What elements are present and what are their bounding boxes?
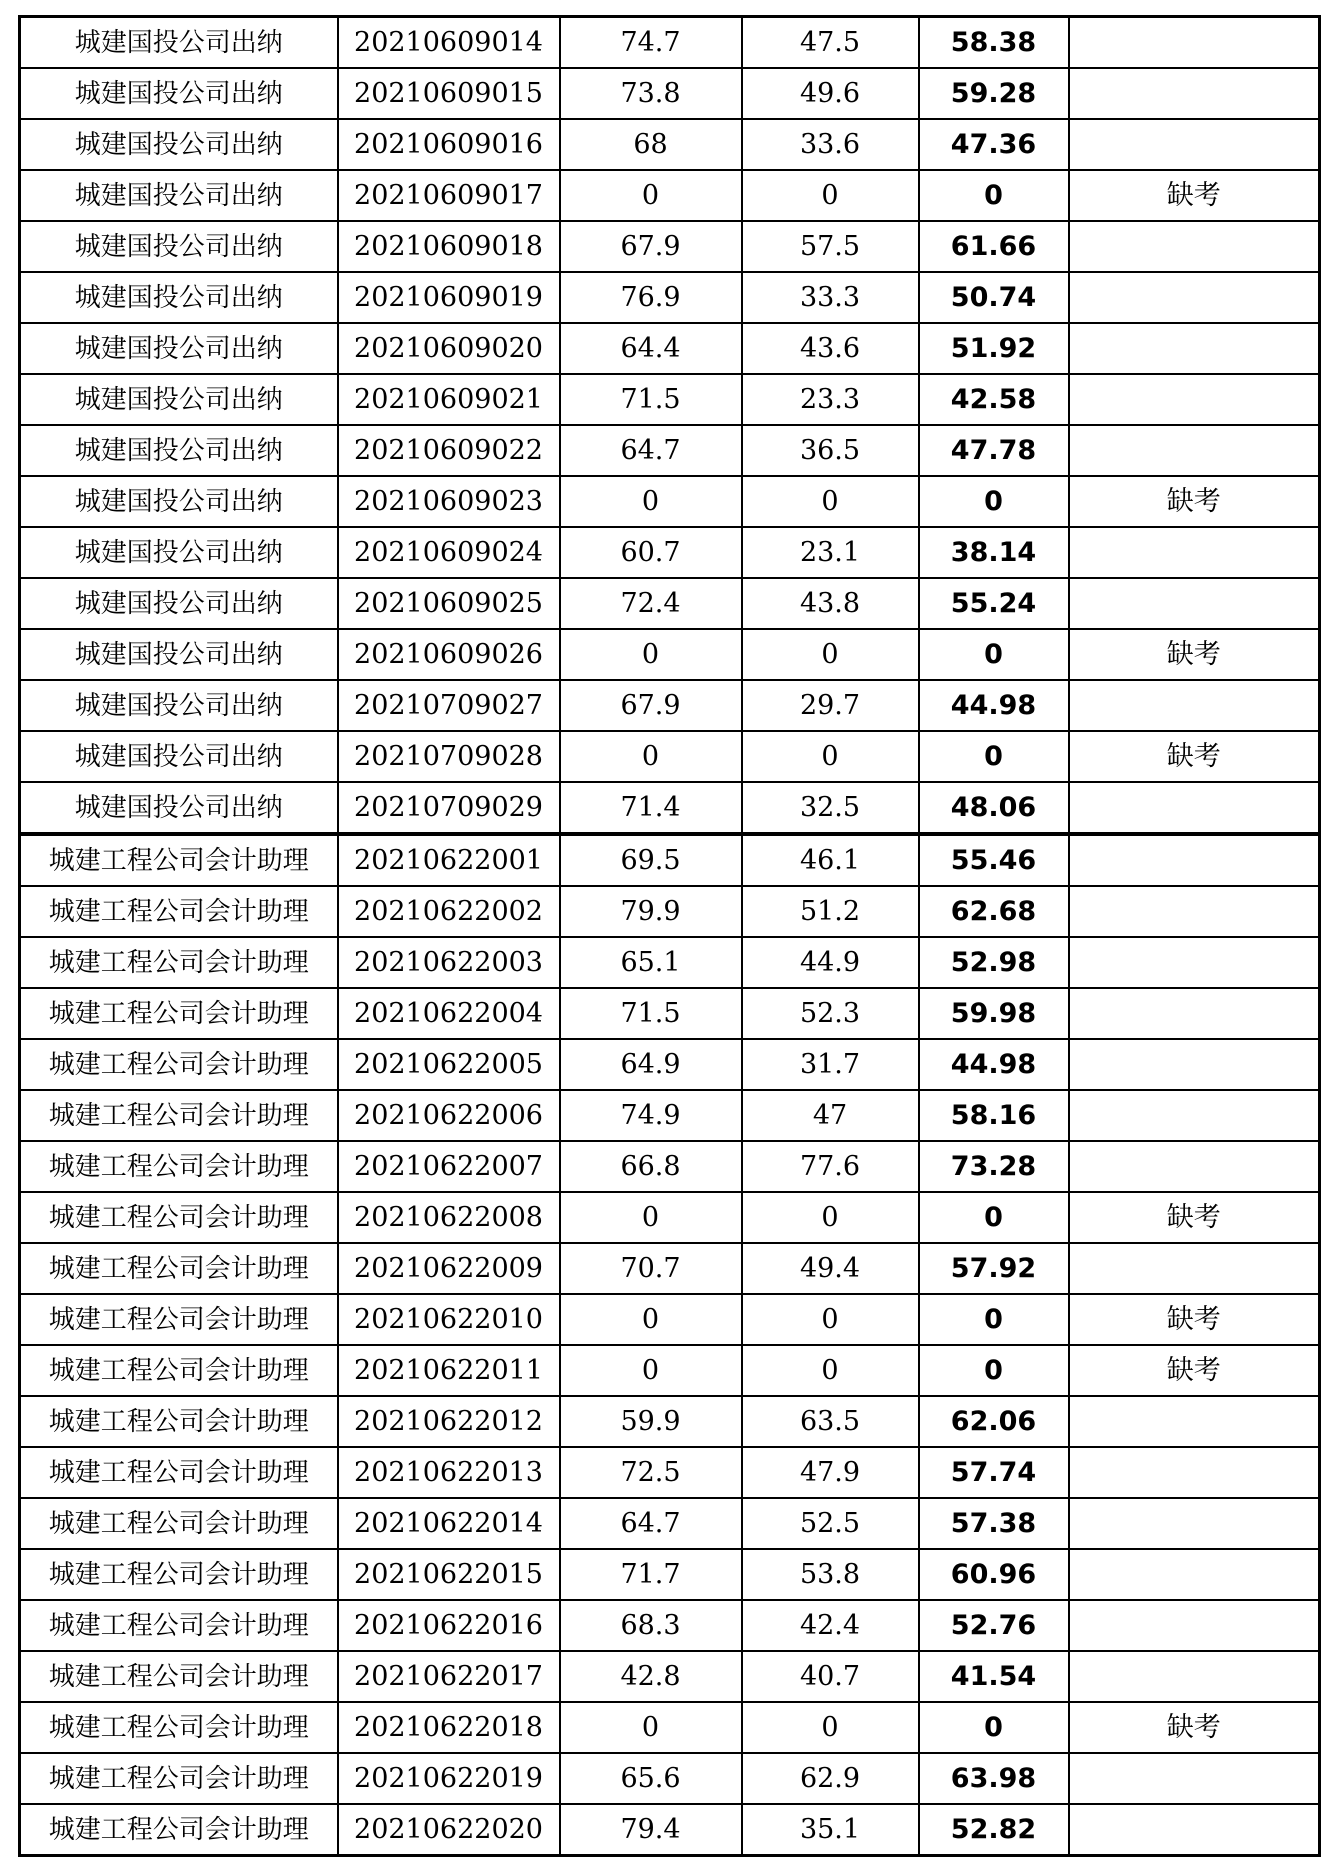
remark-cell xyxy=(1069,834,1320,886)
interview-score-cell: 52.3 xyxy=(742,988,919,1039)
ticket-number-cell: 20210622016 xyxy=(338,1600,560,1651)
total-score-cell: 44.98 xyxy=(919,680,1069,731)
remark-cell xyxy=(1069,782,1320,834)
table-row xyxy=(20,1753,1320,1804)
ticket-number-cell: 20210609019 xyxy=(338,272,560,323)
total-score-cell: 57.74 xyxy=(919,1447,1069,1498)
written-score-cell: 70.7 xyxy=(560,1243,742,1294)
written-score-cell: 76.9 xyxy=(560,272,742,323)
remark-cell xyxy=(1069,988,1320,1039)
position-cell: 城建国投公司出纳 xyxy=(20,629,338,680)
position-cell: 城建国投公司出纳 xyxy=(20,17,338,69)
position-cell: 城建工程公司会计助理 xyxy=(20,1039,338,1090)
position-cell: 城建国投公司出纳 xyxy=(20,221,338,272)
remark-cell xyxy=(1069,1804,1320,1856)
total-score-cell: 48.06 xyxy=(919,782,1069,834)
ticket-number-cell: 20210622005 xyxy=(338,1039,560,1090)
ticket-number-cell: 20210622014 xyxy=(338,1498,560,1549)
table-row xyxy=(20,272,1320,323)
table-row xyxy=(20,1294,1320,1345)
total-score-cell: 0 xyxy=(919,1345,1069,1396)
ticket-number-cell: 20210609015 xyxy=(338,68,560,119)
interview-score-cell: 49.4 xyxy=(742,1243,919,1294)
ticket-number-cell: 20210622008 xyxy=(338,1192,560,1243)
position-cell: 城建工程公司会计助理 xyxy=(20,1396,338,1447)
written-score-cell: 59.9 xyxy=(560,1396,742,1447)
written-score-cell: 64.4 xyxy=(560,323,742,374)
written-score-cell: 71.5 xyxy=(560,374,742,425)
position-cell: 城建国投公司出纳 xyxy=(20,323,338,374)
total-score-cell: 58.38 xyxy=(919,17,1069,69)
total-score-cell: 0 xyxy=(919,476,1069,527)
table-row xyxy=(20,1498,1320,1549)
interview-score-cell: 31.7 xyxy=(742,1039,919,1090)
ticket-number-cell: 20210709028 xyxy=(338,731,560,782)
total-score-cell: 42.58 xyxy=(919,374,1069,425)
ticket-number-cell: 20210709027 xyxy=(338,680,560,731)
position-cell: 城建工程公司会计助理 xyxy=(20,1090,338,1141)
table-row xyxy=(20,629,1320,680)
ticket-number-cell: 20210622009 xyxy=(338,1243,560,1294)
ticket-number-cell: 20210609014 xyxy=(338,17,560,69)
table-row xyxy=(20,1345,1320,1396)
interview-score-cell: 0 xyxy=(742,1294,919,1345)
ticket-number-cell: 20210609020 xyxy=(338,323,560,374)
total-score-cell: 63.98 xyxy=(919,1753,1069,1804)
position-cell: 城建工程公司会计助理 xyxy=(20,988,338,1039)
ticket-number-cell: 20210622003 xyxy=(338,937,560,988)
position-cell: 城建工程公司会计助理 xyxy=(20,1702,338,1753)
total-score-cell: 0 xyxy=(919,731,1069,782)
ticket-number-cell: 20210622006 xyxy=(338,1090,560,1141)
ticket-number-cell: 20210622010 xyxy=(338,1294,560,1345)
remark-cell: 缺考 xyxy=(1069,476,1320,527)
remark-cell xyxy=(1069,1396,1320,1447)
interview-score-cell: 36.5 xyxy=(742,425,919,476)
interview-score-cell: 43.6 xyxy=(742,323,919,374)
total-score-cell: 62.68 xyxy=(919,886,1069,937)
table-row xyxy=(20,834,1320,886)
written-score-cell: 0 xyxy=(560,1192,742,1243)
written-score-cell: 74.7 xyxy=(560,17,742,69)
position-cell: 城建工程公司会计助理 xyxy=(20,1600,338,1651)
written-score-cell: 0 xyxy=(560,170,742,221)
written-score-cell: 71.5 xyxy=(560,988,742,1039)
remark-cell xyxy=(1069,323,1320,374)
table-row xyxy=(20,782,1320,834)
written-score-cell: 0 xyxy=(560,1702,742,1753)
interview-score-cell: 51.2 xyxy=(742,886,919,937)
written-score-cell: 64.7 xyxy=(560,425,742,476)
ticket-number-cell: 20210622019 xyxy=(338,1753,560,1804)
table-row xyxy=(20,1804,1320,1856)
interview-score-cell: 77.6 xyxy=(742,1141,919,1192)
ticket-number-cell: 20210609021 xyxy=(338,374,560,425)
written-score-cell: 0 xyxy=(560,1294,742,1345)
ticket-number-cell: 20210609016 xyxy=(338,119,560,170)
remark-cell xyxy=(1069,1090,1320,1141)
remark-cell xyxy=(1069,578,1320,629)
interview-score-cell: 46.1 xyxy=(742,834,919,886)
remark-cell xyxy=(1069,68,1320,119)
position-cell: 城建工程公司会计助理 xyxy=(20,1345,338,1396)
table-row xyxy=(20,221,1320,272)
table-row xyxy=(20,1651,1320,1702)
table-row xyxy=(20,988,1320,1039)
remark-cell xyxy=(1069,1753,1320,1804)
total-score-cell: 0 xyxy=(919,629,1069,680)
interview-score-cell: 0 xyxy=(742,476,919,527)
total-score-cell: 0 xyxy=(919,1192,1069,1243)
table-row xyxy=(20,170,1320,221)
total-score-cell: 52.76 xyxy=(919,1600,1069,1651)
written-score-cell: 71.7 xyxy=(560,1549,742,1600)
total-score-cell: 60.96 xyxy=(919,1549,1069,1600)
table-row xyxy=(20,886,1320,937)
total-score-cell: 55.24 xyxy=(919,578,1069,629)
interview-score-cell: 32.5 xyxy=(742,782,919,834)
ticket-number-cell: 20210622004 xyxy=(338,988,560,1039)
interview-score-cell: 33.6 xyxy=(742,119,919,170)
written-score-cell: 69.5 xyxy=(560,834,742,886)
table-row xyxy=(20,1600,1320,1651)
position-cell: 城建工程公司会计助理 xyxy=(20,1141,338,1192)
ticket-number-cell: 20210609018 xyxy=(338,221,560,272)
written-score-cell: 0 xyxy=(560,476,742,527)
position-cell: 城建工程公司会计助理 xyxy=(20,1549,338,1600)
remark-cell xyxy=(1069,527,1320,578)
total-score-cell: 0 xyxy=(919,1294,1069,1345)
table-row xyxy=(20,1141,1320,1192)
remark-cell xyxy=(1069,1141,1320,1192)
position-cell: 城建工程公司会计助理 xyxy=(20,886,338,937)
written-score-cell: 67.9 xyxy=(560,221,742,272)
total-score-cell: 44.98 xyxy=(919,1039,1069,1090)
ticket-number-cell: 20210622013 xyxy=(338,1447,560,1498)
position-cell: 城建国投公司出纳 xyxy=(20,374,338,425)
table-row xyxy=(20,68,1320,119)
position-cell: 城建工程公司会计助理 xyxy=(20,834,338,886)
total-score-cell: 47.78 xyxy=(919,425,1069,476)
ticket-number-cell: 20210622020 xyxy=(338,1804,560,1856)
total-score-cell: 73.28 xyxy=(919,1141,1069,1192)
total-score-cell: 61.66 xyxy=(919,221,1069,272)
position-cell: 城建工程公司会计助理 xyxy=(20,1192,338,1243)
position-cell: 城建国投公司出纳 xyxy=(20,476,338,527)
written-score-cell: 60.7 xyxy=(560,527,742,578)
remark-cell: 缺考 xyxy=(1069,170,1320,221)
table-row xyxy=(20,1243,1320,1294)
position-cell: 城建工程公司会计助理 xyxy=(20,1804,338,1856)
total-score-cell: 55.46 xyxy=(919,834,1069,886)
remark-cell xyxy=(1069,119,1320,170)
total-score-cell: 59.28 xyxy=(919,68,1069,119)
total-score-cell: 59.98 xyxy=(919,988,1069,1039)
total-score-cell: 58.16 xyxy=(919,1090,1069,1141)
position-cell: 城建工程公司会计助理 xyxy=(20,937,338,988)
ticket-number-cell: 20210609025 xyxy=(338,578,560,629)
interview-score-cell: 0 xyxy=(742,731,919,782)
position-cell: 城建国投公司出纳 xyxy=(20,425,338,476)
interview-score-cell: 0 xyxy=(742,1192,919,1243)
position-cell: 城建工程公司会计助理 xyxy=(20,1294,338,1345)
remark-cell: 缺考 xyxy=(1069,1192,1320,1243)
remark-cell xyxy=(1069,221,1320,272)
interview-score-cell: 47.9 xyxy=(742,1447,919,1498)
remark-cell xyxy=(1069,937,1320,988)
remark-cell xyxy=(1069,1243,1320,1294)
interview-score-cell: 29.7 xyxy=(742,680,919,731)
interview-score-cell: 23.1 xyxy=(742,527,919,578)
remark-cell xyxy=(1069,17,1320,69)
table-row xyxy=(20,1396,1320,1447)
remark-cell xyxy=(1069,680,1320,731)
written-score-cell: 0 xyxy=(560,629,742,680)
position-cell: 城建工程公司会计助理 xyxy=(20,1498,338,1549)
written-score-cell: 64.9 xyxy=(560,1039,742,1090)
total-score-cell: 0 xyxy=(919,1702,1069,1753)
total-score-cell: 47.36 xyxy=(919,119,1069,170)
position-cell: 城建工程公司会计助理 xyxy=(20,1447,338,1498)
interview-score-cell: 47.5 xyxy=(742,17,919,69)
ticket-number-cell: 20210622018 xyxy=(338,1702,560,1753)
remark-cell xyxy=(1069,1600,1320,1651)
total-score-cell: 62.06 xyxy=(919,1396,1069,1447)
ticket-number-cell: 20210622007 xyxy=(338,1141,560,1192)
interview-score-cell: 52.5 xyxy=(742,1498,919,1549)
remark-cell: 缺考 xyxy=(1069,731,1320,782)
remark-cell xyxy=(1069,272,1320,323)
interview-score-cell: 23.3 xyxy=(742,374,919,425)
written-score-cell: 65.1 xyxy=(560,937,742,988)
total-score-cell: 52.82 xyxy=(919,1804,1069,1856)
table-row xyxy=(20,1549,1320,1600)
table-row xyxy=(20,476,1320,527)
ticket-number-cell: 20210622011 xyxy=(338,1345,560,1396)
position-cell: 城建工程公司会计助理 xyxy=(20,1753,338,1804)
total-score-cell: 51.92 xyxy=(919,323,1069,374)
interview-score-cell: 63.5 xyxy=(742,1396,919,1447)
position-cell: 城建国投公司出纳 xyxy=(20,119,338,170)
position-cell: 城建国投公司出纳 xyxy=(20,272,338,323)
written-score-cell: 67.9 xyxy=(560,680,742,731)
remark-cell xyxy=(1069,1039,1320,1090)
ticket-number-cell: 20210609026 xyxy=(338,629,560,680)
position-cell: 城建国投公司出纳 xyxy=(20,170,338,221)
ticket-number-cell: 20210609022 xyxy=(338,425,560,476)
table-row xyxy=(20,1702,1320,1753)
ticket-number-cell: 20210609023 xyxy=(338,476,560,527)
interview-score-cell: 40.7 xyxy=(742,1651,919,1702)
remark-cell: 缺考 xyxy=(1069,1702,1320,1753)
interview-score-cell: 0 xyxy=(742,170,919,221)
written-score-cell: 71.4 xyxy=(560,782,742,834)
ticket-number-cell: 20210622002 xyxy=(338,886,560,937)
written-score-cell: 65.6 xyxy=(560,1753,742,1804)
table-row xyxy=(20,425,1320,476)
table-row xyxy=(20,680,1320,731)
interview-score-cell: 49.6 xyxy=(742,68,919,119)
interview-score-cell: 0 xyxy=(742,1702,919,1753)
table-row xyxy=(20,1039,1320,1090)
written-score-cell: 0 xyxy=(560,731,742,782)
ticket-number-cell: 20210609024 xyxy=(338,527,560,578)
position-cell: 城建国投公司出纳 xyxy=(20,680,338,731)
written-score-cell: 79.4 xyxy=(560,1804,742,1856)
interview-score-cell: 44.9 xyxy=(742,937,919,988)
remark-cell xyxy=(1069,886,1320,937)
score-table-body xyxy=(20,17,1320,1856)
total-score-cell: 0 xyxy=(919,170,1069,221)
written-score-cell: 68 xyxy=(560,119,742,170)
interview-score-cell: 53.8 xyxy=(742,1549,919,1600)
remark-cell: 缺考 xyxy=(1069,629,1320,680)
written-score-cell: 79.9 xyxy=(560,886,742,937)
written-score-cell: 68.3 xyxy=(560,1600,742,1651)
interview-score-cell: 33.3 xyxy=(742,272,919,323)
ticket-number-cell: 20210622012 xyxy=(338,1396,560,1447)
table-row xyxy=(20,374,1320,425)
remark-cell xyxy=(1069,1498,1320,1549)
written-score-cell: 64.7 xyxy=(560,1498,742,1549)
table-row xyxy=(20,17,1320,69)
table-row xyxy=(20,578,1320,629)
remark-cell xyxy=(1069,374,1320,425)
written-score-cell: 66.8 xyxy=(560,1141,742,1192)
total-score-cell: 57.38 xyxy=(919,1498,1069,1549)
score-table xyxy=(18,15,1321,1857)
table-row xyxy=(20,1192,1320,1243)
ticket-number-cell: 20210609017 xyxy=(338,170,560,221)
position-cell: 城建工程公司会计助理 xyxy=(20,1243,338,1294)
interview-score-cell: 35.1 xyxy=(742,1804,919,1856)
table-row xyxy=(20,1447,1320,1498)
table-row xyxy=(20,937,1320,988)
total-score-cell: 57.92 xyxy=(919,1243,1069,1294)
interview-score-cell: 62.9 xyxy=(742,1753,919,1804)
remark-cell xyxy=(1069,1651,1320,1702)
remark-cell xyxy=(1069,425,1320,476)
written-score-cell: 73.8 xyxy=(560,68,742,119)
remark-cell: 缺考 xyxy=(1069,1345,1320,1396)
table-row xyxy=(20,1090,1320,1141)
table-row xyxy=(20,119,1320,170)
interview-score-cell: 43.8 xyxy=(742,578,919,629)
written-score-cell: 42.8 xyxy=(560,1651,742,1702)
total-score-cell: 52.98 xyxy=(919,937,1069,988)
written-score-cell: 0 xyxy=(560,1345,742,1396)
remark-cell xyxy=(1069,1549,1320,1600)
ticket-number-cell: 20210622015 xyxy=(338,1549,560,1600)
position-cell: 城建国投公司出纳 xyxy=(20,578,338,629)
interview-score-cell: 47 xyxy=(742,1090,919,1141)
table-row xyxy=(20,731,1320,782)
interview-score-cell: 42.4 xyxy=(742,1600,919,1651)
position-cell: 城建国投公司出纳 xyxy=(20,68,338,119)
position-cell: 城建国投公司出纳 xyxy=(20,731,338,782)
written-score-cell: 74.9 xyxy=(560,1090,742,1141)
table-row xyxy=(20,323,1320,374)
interview-score-cell: 0 xyxy=(742,629,919,680)
written-score-cell: 72.4 xyxy=(560,578,742,629)
ticket-number-cell: 20210622017 xyxy=(338,1651,560,1702)
remark-cell: 缺考 xyxy=(1069,1294,1320,1345)
remark-cell xyxy=(1069,1447,1320,1498)
written-score-cell: 72.5 xyxy=(560,1447,742,1498)
ticket-number-cell: 20210709029 xyxy=(338,782,560,834)
interview-score-cell: 0 xyxy=(742,1345,919,1396)
total-score-cell: 50.74 xyxy=(919,272,1069,323)
table-row xyxy=(20,527,1320,578)
position-cell: 城建国投公司出纳 xyxy=(20,527,338,578)
total-score-cell: 41.54 xyxy=(919,1651,1069,1702)
position-cell: 城建工程公司会计助理 xyxy=(20,1651,338,1702)
total-score-cell: 38.14 xyxy=(919,527,1069,578)
ticket-number-cell: 20210622001 xyxy=(338,834,560,886)
interview-score-cell: 57.5 xyxy=(742,221,919,272)
position-cell: 城建国投公司出纳 xyxy=(20,782,338,834)
